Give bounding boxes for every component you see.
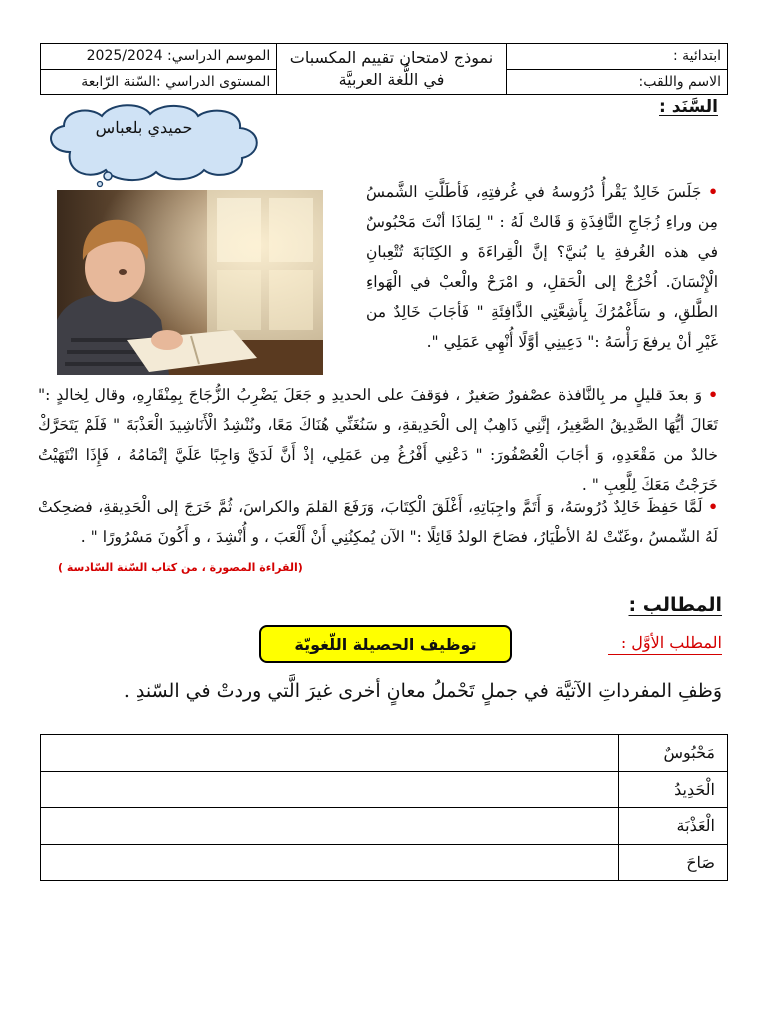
answer-cell[interactable] bbox=[41, 735, 619, 772]
answer-cell[interactable] bbox=[41, 771, 619, 808]
cloud-author-name: حميدي بلعباس bbox=[95, 118, 193, 137]
bullet-3: • bbox=[708, 497, 718, 516]
passage-source: (القراءة المصورة ، من كتاب السّنة السّادسة ) bbox=[58, 561, 303, 574]
sentence-answer-table bbox=[40, 734, 728, 881]
vocab-word: صَاحَ bbox=[619, 844, 728, 881]
passage-paragraph-1 bbox=[366, 177, 718, 357]
answer-cell[interactable] bbox=[41, 808, 619, 845]
exam-title-line2: في اللُّغة العربيَّة bbox=[338, 70, 445, 89]
boy-reading-photo bbox=[57, 190, 323, 375]
task-1-title-box: توظيف الحصيلة اللّغويّة bbox=[259, 625, 512, 663]
sanad-heading: السَّنَد : bbox=[659, 97, 718, 117]
header-right-column bbox=[506, 44, 727, 94]
table-row bbox=[41, 771, 728, 808]
school-field: ابتدائية : bbox=[672, 48, 721, 65]
answer-cell[interactable] bbox=[41, 844, 619, 881]
table-row bbox=[41, 808, 728, 845]
paragraph-2-text: وَ بعدَ قليلٍ مر بِالنَّافذة عصْفورٌ صَغيرٌ ، فوَقفَ على الحديدِ و جَعَلَ يَضْرِبُ الزُّجَاجَ بِمِنْقَارِهِ، وقال لِخالدٍ :" تَعَالَ أيُّهَا الصَّدِيقُ الصَّغِيرُ، إنَّنِي ذَاهِبٌ إلى الْحَدِيقةِ، و سَنُغَنِّي هُنَاكَ مَعًا، ونُنْشِدُ الْأَنَاشِيدَ الْعَذْبَةَ " فَلَمْ يَتَحَرَّكْ خالدٌ من مَقْعَدِهِ، وَ أجَابَ الْعُصْفُورَ: " دَعْنِي أَفْرُغُ مِن عَمَلِي، إذْ أَنَّ لَدَيَّ وَاجِبًا عَلَيَّ إتْمَامُهُ ، فَإِذَا انْتَهَيْتُ خَرَجْتُ مَعَكَ لِلَّعِبِ " . bbox=[38, 386, 718, 494]
task-1-label: المطلب الأوَّل : bbox=[608, 633, 722, 655]
task-1-instruction: وَظفِ المفرداتِ الآتيَّة في جملٍ تَحْملُ معانٍ أخرى غيرَ الَّتي وردتْ في السّندِ . bbox=[123, 680, 722, 702]
vocab-word: مَحْبُوسٌ bbox=[619, 735, 728, 772]
passage-paragraph-2 bbox=[38, 380, 718, 500]
passage-paragraph-3 bbox=[38, 492, 718, 552]
table-row bbox=[41, 844, 728, 881]
header-title bbox=[276, 44, 505, 94]
school-year: الموسم الدراسي: 2025/2024 bbox=[86, 48, 271, 65]
header-left-column bbox=[41, 44, 276, 94]
paragraph-3-text: لَمَّا حَفِظَ خَالِدٌ دُرُوسَهُ، وَ أَتَمَّ واجِبَاتِهِ، أَغْلَقَ الْكِتَابَ، وَرَفَعَ القلمَ والكراسَ، ثُمَّ خَرَجَ إلى الْحَدِيقةِ، فضحِكتْ لَهُ الشّمسُ ،وغَنّتْ لهُ الأطْيَارُ، فصَاحَ الولدُ قَائِلًا :" الآن يُمكِنُنِي أَنْ أَلْعَبَ ، و أُنْشِدَ ، و أَكُونَ مَسْرُورًا " . bbox=[38, 498, 718, 546]
tasks-heading: المطالب : bbox=[628, 594, 722, 616]
cloud-shape bbox=[30, 100, 290, 188]
bullet-1: • bbox=[708, 182, 718, 201]
vocab-word: الْحَدِيدُ bbox=[619, 771, 728, 808]
vocab-word: الْعَذْبَة bbox=[619, 808, 728, 845]
paragraph-1-text: جَلَسَ خَالِدٌ يَقْرأُ دُرُوسهُ في غُرفتِهِ، فَأطَلَّتِ الشَّمسُ مِن وراءِ زُجَاجِ النَّافِذَةِ وَ قَالتْ لَهُ : " لِمَاذَا أنْتَ مَحْبُوسٌ في هذه الغُرفةِ يا بُنيَّ؟ إنَّ الْقِراءَةَ و الكِتَابَةَ تُتْعِبانِ الْإِنْسَانَ. اُخْرُجْ إلى الْحَقلِ، و امْرَحْ والْعبْ في الْهَواءِ الطَّلقِ، و سَأَغْمُرُكَ بِأَشِعَّتِي الذَّافِئَةِ " فَأجَابَ خَالِدٌ من غَيْرِ أنْ يرفعَ رَأْسَهُ :" دَعِينِي أوَّلًا أُنْهِي عَمَلِي ". bbox=[366, 183, 718, 351]
table-row bbox=[41, 735, 728, 772]
exam-title-line1: نموذج لامتحان تقييم المكسبات bbox=[289, 48, 494, 67]
exam-header-table bbox=[40, 43, 728, 95]
grade-level: المستوى الدراسي :السّنة الرّابعة bbox=[41, 69, 276, 95]
name-field: الاسم واللقب: bbox=[507, 69, 727, 95]
bullet-2: • bbox=[708, 385, 718, 404]
